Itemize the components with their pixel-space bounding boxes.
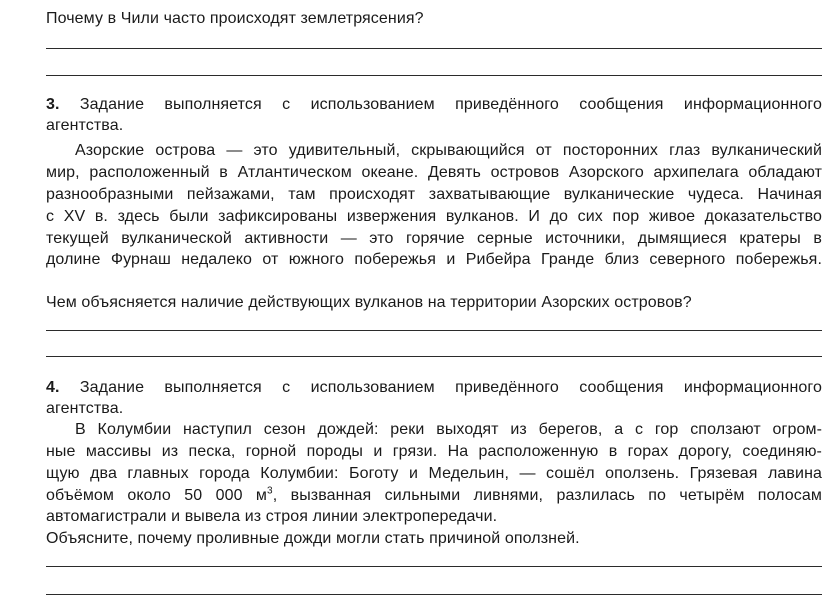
answer-line[interactable] bbox=[46, 594, 822, 595]
task3-question: Чем объясняется наличие действующих вулканов на территории Азорских островов? bbox=[46, 294, 692, 311]
answer-line[interactable] bbox=[46, 356, 822, 357]
task4-intro-cont: агентства. bbox=[46, 400, 124, 417]
task3-text-line: разнообразными пейзажами, там происходят захватывающие вулканические чудеса. Начиная bbox=[46, 186, 822, 203]
task3-text-line: текущей вулканической активности — это горячие серные источники, дымящиеся кратеры в bbox=[46, 230, 822, 247]
task4-intro-text: Задание выполняется с использованием приведённого сообщения информационного bbox=[79, 379, 823, 396]
task4-text-line bbox=[46, 486, 822, 506]
task4-intro bbox=[46, 378, 822, 398]
task4-text-line: автомагистрали и вывела из строя линии электропередачи. bbox=[46, 508, 498, 525]
task4-question: Объясните, почему проливные дожди могли стать причиной оползней. bbox=[46, 530, 580, 547]
task3-text-line: долине Фурнаш недалеко от южного побережья и Рибейра Гранде близ северного побережья. bbox=[46, 251, 822, 268]
answer-line[interactable] bbox=[46, 566, 822, 567]
answer-line[interactable] bbox=[46, 48, 822, 49]
task4-volume-text: объёмом около 50 000 м bbox=[46, 487, 268, 504]
task3-intro bbox=[46, 95, 822, 115]
task3-text-line: мир, расположенный в Атлантическом океане. Девять островов Азорского архипелага обладают bbox=[46, 164, 822, 181]
task3-number: 3. bbox=[46, 96, 60, 113]
q2-question: Почему в Чили часто происходят землетрясения? bbox=[46, 10, 424, 27]
task4-number: 4. bbox=[46, 379, 60, 396]
task4-text-line: В Колумбии наступил сезон дождей: реки выходят из берегов, а с гор сползают огром- bbox=[75, 421, 822, 438]
task4-volume-rest: , вызванная сильными ливнями, разлилась по четырём полосам bbox=[272, 487, 822, 504]
task3-text-line: с XV в. здесь были зафиксированы извержения вулканов. И до сих пор живое доказательство bbox=[46, 208, 822, 225]
task3-intro-cont: агентства. bbox=[46, 117, 124, 134]
answer-line[interactable] bbox=[46, 75, 822, 76]
answer-line[interactable] bbox=[46, 330, 822, 331]
task4-text-line: ные массивы из песка, горной породы и грязи. На расположенную в горах дорогу, соединяю- bbox=[46, 443, 822, 460]
cubic-superscript: 3 bbox=[267, 485, 273, 497]
task3-text-line: Азорские острова — это удивительный, скрывающийся от посторонних глаз вулканический bbox=[75, 142, 822, 159]
task3-intro-text: Задание выполняется с использованием приведённого сообщения информационного bbox=[79, 96, 823, 113]
task4-text-line: щую два главных города Колумбии: Боготу и Медельин, — сошёл оползень. Грязевая лавина bbox=[46, 465, 822, 482]
